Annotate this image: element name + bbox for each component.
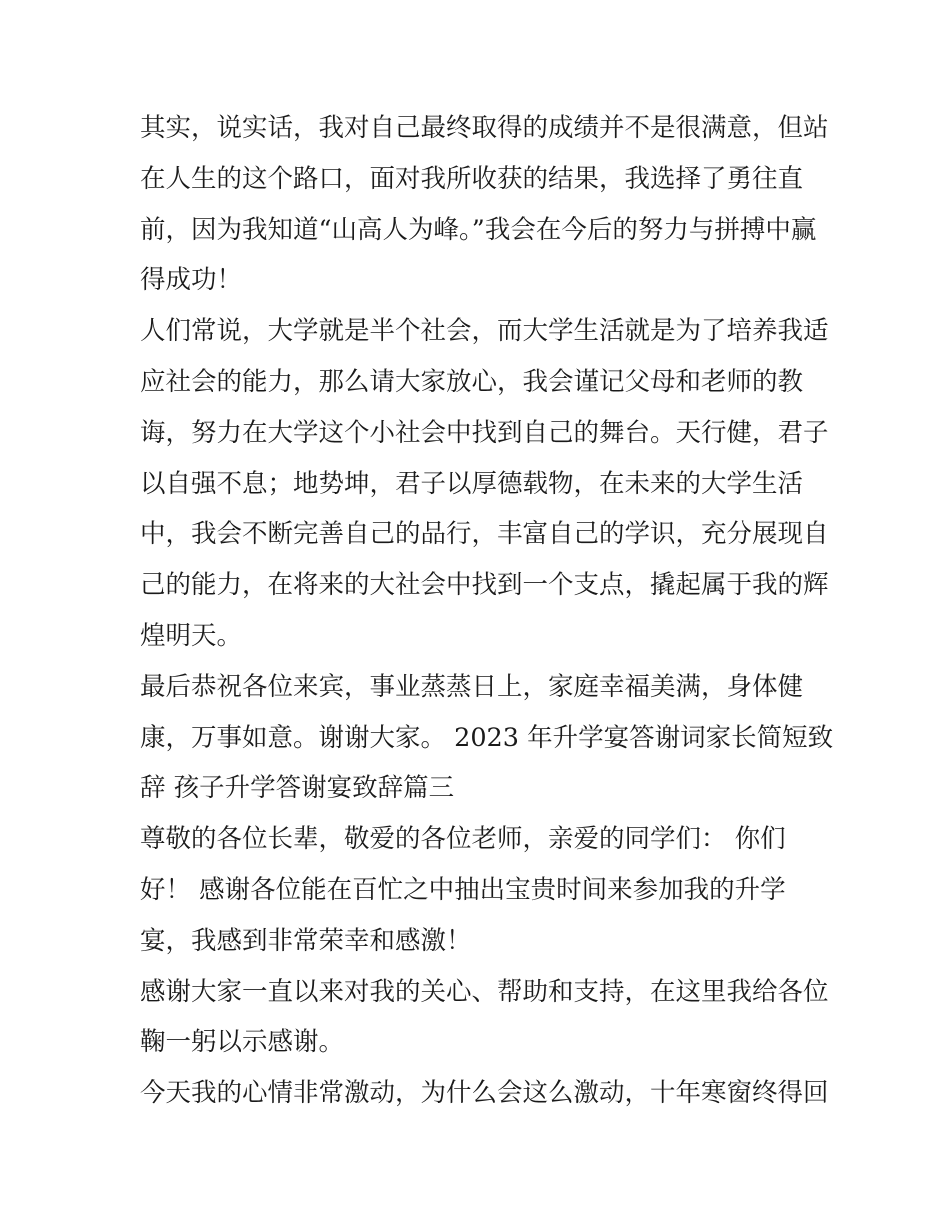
text-line: 尊敬的各位长辈，敬爱的各位老师，亲爱的同学们： 你们 xyxy=(140,824,786,855)
text-line: 应社会的能力，那么请大家放心，我会谨记父母和老师的教 xyxy=(140,366,804,397)
text-line: 得成功！ xyxy=(140,265,243,296)
text-line: 好！ 感谢各位能在百忙之中抽出宝贵时间来参加我的升学 xyxy=(140,874,786,905)
text-line: 在人生的这个路口，面对我所收获的结果，我选择了勇往直 xyxy=(140,163,804,194)
text-line: 宴，我感到非常荣幸和感激！ xyxy=(140,925,472,956)
text-line: 以自强不息；地势坤，君子以厚德载物，在未来的大学生活 xyxy=(140,468,804,499)
text-line: 诲，努力在大学这个小社会中找到自己的舞台。天行健，君子 xyxy=(140,417,829,448)
text-line: 鞠一躬以示感谢。 xyxy=(140,1027,345,1058)
text-line: 中，我会不断完善自己的品行，丰富自己的学识，充分展现自 xyxy=(140,519,829,550)
text-line: 辞 孩子升学答谢宴致辞篇三 xyxy=(140,773,455,804)
text-line: 人们常说，大学就是半个社会，而大学生活就是为了培养我适 xyxy=(140,316,829,347)
text-line: 前，因为我知道“山高人为峰。”我会在今后的努力与拼搏中赢 xyxy=(140,214,817,245)
text-line: 己的能力，在将来的大社会中找到一个支点，撬起属于我的辉 xyxy=(140,570,829,601)
text-line: 其实，说实话，我对自己最终取得的成绩并不是很满意，但站 xyxy=(140,113,829,143)
text-line: 今天我的心情非常激动，为什么会这么激动，十年寒窗终得回 xyxy=(140,1078,829,1109)
document-body xyxy=(140,103,834,1119)
text-line: 煌明天。 xyxy=(140,620,243,651)
text-line: 最后恭祝各位来宾，事业蒸蒸日上，家庭幸福美满，身体健 xyxy=(140,671,804,702)
text-line: 康，万事如意。谢谢大家。 2023 年升学宴答谢词家长简短致 xyxy=(140,722,834,753)
text-line: 感谢大家一直以来对我的关心、帮助和支持，在这里我给各位 xyxy=(140,976,829,1007)
